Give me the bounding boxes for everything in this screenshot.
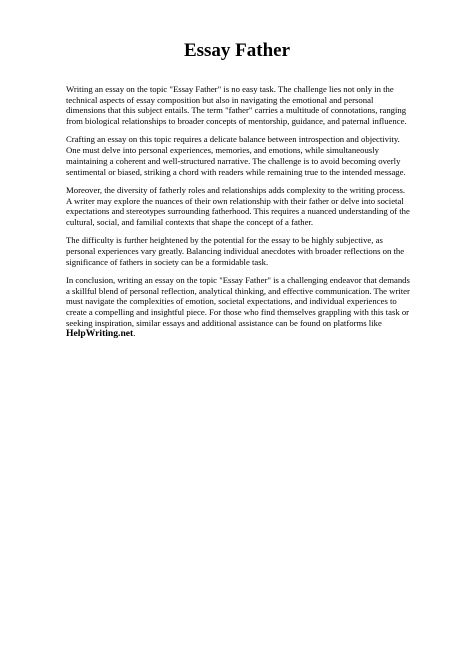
site-link[interactable]: HelpWriting.net [66,328,134,340]
paragraph-balance: Crafting an essay on this topic requires a delicate balance between introspection and objectivity. One must delve into personal experiences, memories, and emotions, while simultaneously maintaining a coherent and well-structured narrative. The challenge is to avoid becoming overly sentimental or biased, striking a chord with readers while remaining true to the intended message. [66,134,406,177]
document-body [66,84,412,348]
paragraph-subjectivity: The difficulty is further heightened by the potential for the essay to be highly subjective, as personal experiences vary greatly. Balancing individual anecdotes with broader reflections on the significance of fathers in society can be a formidable task. [66,235,405,267]
paragraph-intro: Writing an essay on the topic "Essay Father" is no easy task. The challenge lies not only in the technical aspects of essay composition but also in navigating the emotional and personal dimensions that this subject entails. The term "father" carries a multitude of connotations, ranging from biological relationships to broader concepts of mentorship, guidance, and paternal influence. [66,84,407,127]
document-title: Essay Father [183,40,291,61]
paragraph-conclusion [66,275,412,340]
paragraph-diversity: Moreover, the diversity of fatherly roles and relationships adds complexity to the writing process. A writer may explore the nuances of their own relationship with their father or delve into societal expectations and stereotypes surrounding fatherhood. This requires a nuanced understanding of the cultural, social, and familial contexts that shape the concept of a father. [66,184,410,227]
conclusion-end: . [133,328,136,339]
conclusion-text: In conclusion, writing an essay on the topic "Essay Father" is a challenging endeavor that demands a skillful blend of personal reflection, analytical thinking, and effective communication. The writer must navigate the complexities of emotion, societal expectations, and individual experiences to create a compelling and insightful piece. For those who find themselves grappling with this task or seeking inspiration, similar essays and additional assistance can be found on platforms like [66,274,410,328]
